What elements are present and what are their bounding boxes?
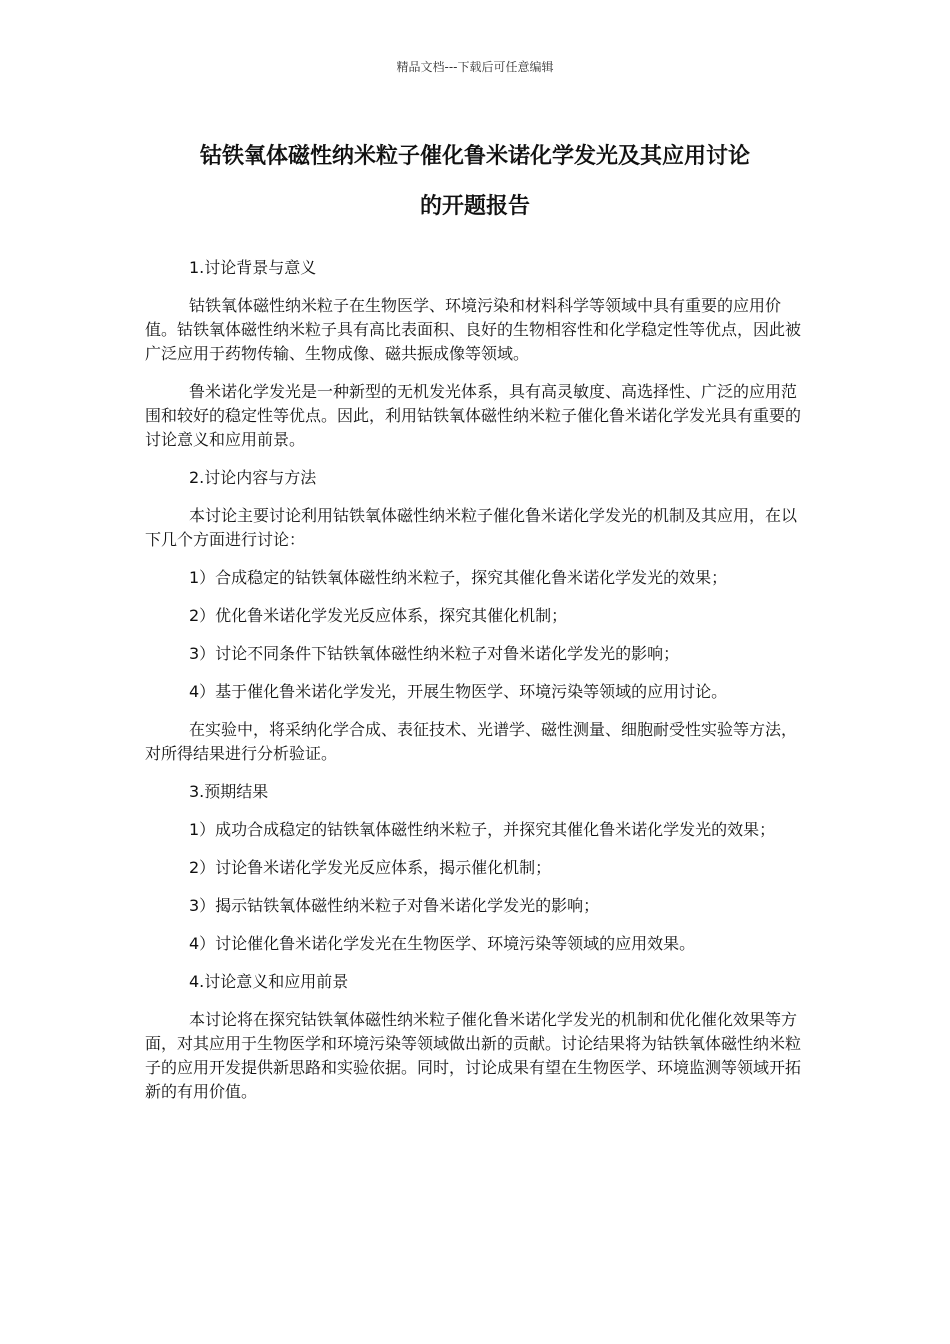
list-item-result-2: 2）讨论鲁米诺化学发光反应体系，揭示催化机制；: [189, 858, 552, 877]
section-heading-methods: 2.讨论内容与方法: [189, 468, 317, 487]
paragraph-methods-intro: 本讨论主要讨论利用钴铁氧体磁性纳米粒子催化鲁米诺化学发光的机制及其应用，在以下几个方面进行讨论：: [145, 506, 798, 549]
paragraph-background-2: 鲁米诺化学发光是一种新型的无机发光体系，具有高灵敏度、高选择性、广泛的应用范围和较好的稳定性等优点。因此，利用钴铁氧体磁性纳米粒子催化鲁米诺化学发光具有重要的讨论意义和应用前景。: [145, 382, 802, 449]
section-heading-background: 1.讨论背景与意义: [189, 258, 317, 277]
document-body: [145, 256, 810, 1118]
list-item-result-1: 1）成功合成稳定的钴铁氧体磁性纳米粒子，并探究其催化鲁米诺化学发光的效果；: [189, 820, 776, 839]
paragraph-background-1: 钴铁氧体磁性纳米粒子在生物医学、环境污染和材料科学等领域中具有重要的应用价值。钴铁氧体磁性纳米粒子具有高比表面积、良好的生物相容性和化学稳定性等优点，因此被广泛应用于药物传输、生物成像、磁共振成像等领域。: [145, 296, 802, 363]
list-item-result-4: 4）讨论催化鲁米诺化学发光在生物医学、环境污染等领域的应用效果。: [189, 934, 696, 953]
section-heading-significance: 4.讨论意义和应用前景: [189, 972, 349, 991]
title-line-2: 的开题报告: [419, 194, 530, 219]
list-item-method-4: 4）基于催化鲁米诺化学发光，开展生物医学、环境污染等领域的应用讨论。: [189, 682, 728, 701]
paragraph-experiment: 在实验中，将采纳化学合成、表征技术、光谱学、磁性测量、细胞耐受性实验等方法，对所得结果进行分析验证。: [145, 720, 798, 763]
header-note: 精品文档---下载后可任意编辑: [396, 60, 554, 74]
section-heading-results: 3.预期结果: [189, 782, 269, 801]
list-item-result-3: 3）揭示钴铁氧体磁性纳米粒子对鲁米诺化学发光的影响；: [189, 896, 600, 915]
list-item-method-1: 1）合成稳定的钴铁氧体磁性纳米粒子，探究其催化鲁米诺化学发光的效果；: [189, 568, 728, 587]
paragraph-significance: 本讨论将在探究钴铁氧体磁性纳米粒子催化鲁米诺化学发光的机制和优化催化效果等方面，对其应用于生物医学和环境污染等领域做出新的贡献。讨论结果将为钴铁氧体磁性纳米粒子的应用开发提供新思路和实验依据。同时，讨论成果有望在生物医学、环境监测等领域开拓新的有用价值。: [145, 1010, 802, 1101]
list-item-method-3: 3）讨论不同条件下钴铁氧体磁性纳米粒子对鲁米诺化学发光的影响；: [189, 644, 680, 663]
list-item-method-2: 2）优化鲁米诺化学发光反应体系，探究其催化机制；: [189, 606, 568, 625]
title-line-1: 钴铁氧体磁性纳米粒子催化鲁米诺化学发光及其应用讨论: [199, 144, 750, 169]
document-title: [145, 132, 805, 232]
